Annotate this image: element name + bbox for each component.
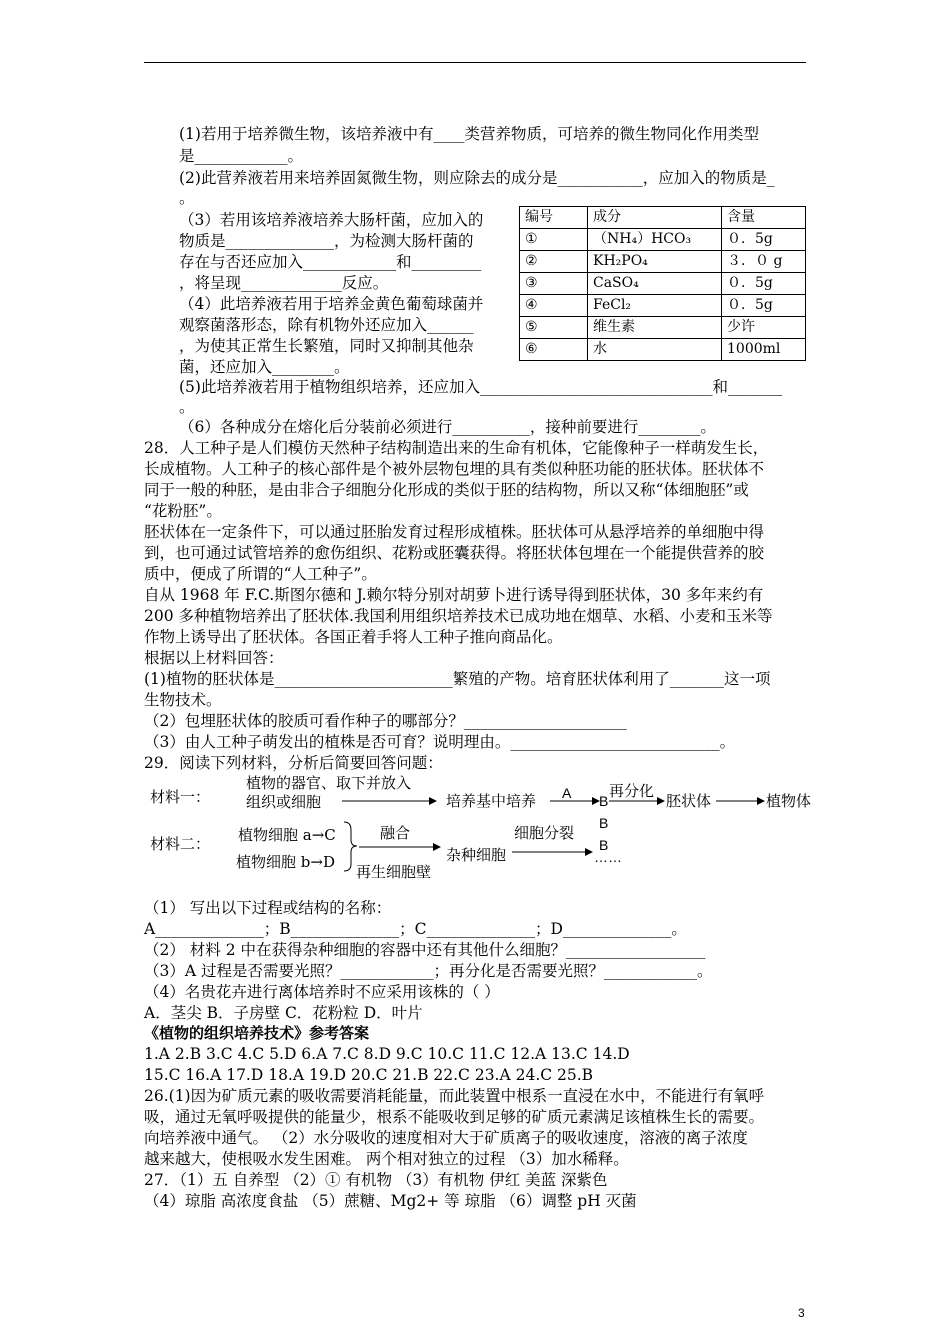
table-row xyxy=(520,339,806,361)
answers-line2: 15.C 16.A 17.D 18.A 19.D 20.C 21.B 22.C 23.A 24.C 25.B xyxy=(144,1066,594,1084)
table-cell: 1000ml xyxy=(722,339,806,361)
material1-tissue-text: 组织或细胞 xyxy=(246,793,322,811)
answers-line8: （4）琼脂 高浓度食盐 （5）蔗糖、Mg2+ 等 琼脂 （6）调整 pH 灭菌 xyxy=(144,1192,637,1210)
material1-embryoid-text: 胚状体 xyxy=(666,792,712,810)
table-cell: CaSO₄ xyxy=(588,273,722,295)
q29-q4-options: A．茎尖 B．子房壁 C．花粉粒 D．叶片 xyxy=(144,1004,423,1022)
q27-part5-line1: (5)此培养液若用于植物组织培养，还应加入______________________________和_______ xyxy=(179,378,783,396)
q27-part6: （6）各种成分在熔化后分装前必须进行__________，接种前要进行________。 xyxy=(179,418,716,436)
table-row xyxy=(520,295,806,317)
material1-label: 材料一： xyxy=(150,788,211,806)
q28-line11: 根据以上材料回答： xyxy=(144,649,284,667)
answers-line4: 吸，通过无氧呼吸提供的能量少，根系不能吸收到足够的矿质元素满足该植株生长的需要。 xyxy=(144,1108,765,1126)
q29-q1-line1: （1） 写出以下过程或结构的名称： xyxy=(144,899,392,917)
q28-line1: 28．人工种子是人们模仿天然种子结构制造出来的生命有机体，它能像种子一样萌发生长， xyxy=(144,439,769,457)
q27-part1-line2: 是____________。 xyxy=(179,147,304,165)
answers-title: 《植物的组织培养技术》参考答案 xyxy=(144,1024,370,1042)
table-cell: ０．5g xyxy=(722,273,806,295)
answers-line5: 向培养液中通气。 （2）水分吸收的速度相对大于矿质离子的吸收速度，溶液的离子浓度 xyxy=(144,1129,748,1147)
material2-cell-b: 植物细胞 b→D xyxy=(236,853,335,871)
table-header-cell: 含量 xyxy=(722,207,806,229)
q28-line3: 同于一般的种胚，是由非合子细胞分化形成的类似于胚的结构物，所以又称“体细胞胚”或 xyxy=(144,481,749,499)
q27-part4-line1: （4）此培养液若用于培养金黄色葡萄球菌并 xyxy=(179,295,484,313)
q27-part2-line1: (2)此营养液若用来培养固氮微生物，则应除去的成分是___________，应加入的物质是_ xyxy=(179,169,775,187)
table-cell: ０．5g xyxy=(722,229,806,251)
table-cell: FeCl₂ xyxy=(588,295,722,317)
answers-line7: 27．（1）五 自养型 （2）① 有机物 （3）有机物 伊红 美蓝 深紫色 xyxy=(144,1171,608,1189)
table-cell: 少许 xyxy=(722,317,806,339)
table-header-cell: 成分 xyxy=(588,207,722,229)
table-cell: KH₂PO₄ xyxy=(588,251,722,273)
table-row xyxy=(520,317,806,339)
answers-line3: 26.(1)因为矿质元素的吸收需要消耗能量，而此装置中根系一直浸在水中，不能进行有氧呼 xyxy=(144,1087,765,1105)
table-cell: ０．5g xyxy=(722,295,806,317)
q27-part5-line2: 。 xyxy=(179,398,195,416)
q28-line5: 胚状体在一定条件下，可以通过胚胎发育过程形成植株。胚状体可从悬浮培养的单细胞中得 xyxy=(144,523,765,541)
table-cell: 维生素 xyxy=(588,317,722,339)
table-row xyxy=(520,251,806,273)
q28-line6: 到，也可通过试管培养的愈伤组织、花粉或胚囊获得。将胚状体包埋在一个能提供营养的胶 xyxy=(144,544,765,562)
material1-redifferentiation-text: 再分化 xyxy=(609,782,655,800)
answers-line1: 1.A 2.B 3.C 4.C 5.D 6.A 7.C 8.D 9.C 10.C 11.C 12.A 13.C 14.D xyxy=(144,1045,630,1063)
table-cell: ⑥ xyxy=(520,339,588,361)
nutrient-table xyxy=(519,206,806,361)
q28-q1-line1: (1)植物的胚状体是_______________________繁殖的产物。培育胚状体利用了_______这一项 xyxy=(144,670,771,688)
q27-part3-line1: （3）若用该培养液培养大肠杆菌，应加入的 xyxy=(179,211,484,229)
answers-line6: 越来越大，使根吸水发生困难。 两个相对独立的过程 （3）加水稀释。 xyxy=(144,1150,629,1168)
q27-part4-line2: 观察菌落形态，除有机物外还应加入______ xyxy=(179,316,474,334)
q28-line9: 200 多种植物培养出了胚状体.我国利用组织培养技术已成功地在烟草、水稻、小麦和玉米等 xyxy=(144,607,773,625)
q28-line7: 质中，便成了所谓的“人工种子”。 xyxy=(144,565,377,583)
q29-q2: （2） 材料 2 中在获得杂种细胞的容器中还有其他什么细胞？__________________ xyxy=(144,941,706,959)
material2-label-b1: B xyxy=(599,815,609,831)
q28-line10: 作物上诱导出了胚状体。各国正着手将人工种子推向商品化。 xyxy=(144,628,563,646)
q27-part2-line2: 。 xyxy=(179,189,195,207)
q27-part3-line2: 物质是______________，为检测大肠杆菌的 xyxy=(179,232,474,250)
material1-label-b: B xyxy=(599,793,609,809)
material2-label: 材料二： xyxy=(150,835,211,853)
q27-part3-line3: 存在与否还应加入____________和_________ xyxy=(179,253,482,271)
material2-label-b2: B xyxy=(599,837,609,853)
header-rule xyxy=(144,62,806,63)
q29-q4: （4）名贵花卉进行离体培养时不应采用该株的（ ） xyxy=(144,983,500,1001)
q29-q1-line2: A______________；B______________；C______________；D______________。 xyxy=(144,920,687,938)
material2-division-text: 细胞分裂 xyxy=(514,824,575,842)
table-cell: ④ xyxy=(520,295,588,317)
q29-q3: （3）A 过程是否需要光照？____________；再分化是否需要光照？____________。 xyxy=(144,962,713,980)
q28-q1-line2: 生物技术。 xyxy=(144,691,222,709)
q28-line8: 自从 1968 年 F.C.斯图尔德和 J.赖尔特分别对胡萝卜进行诱导得到胚状体，30 多年来约有 xyxy=(144,586,764,604)
q28-line2: 长成植物。人工种子的核心部件是个被外层物包埋的具有类似种胚功能的胚状体。胚状体不 xyxy=(144,460,765,478)
material2-dots: …… xyxy=(594,849,622,865)
material1-organ-text: 植物的器官、取下并放入 xyxy=(246,774,412,792)
table-cell: ３．０ g xyxy=(722,251,806,273)
table-header-cell: 编号 xyxy=(520,207,588,229)
table-cell: ① xyxy=(520,229,588,251)
q28-q2: （2）包埋胚状体的胶质可看作种子的哪部分？_____________________ xyxy=(144,712,627,730)
q28-line4: “花粉胚”。 xyxy=(144,502,222,520)
table-cell: ③ xyxy=(520,273,588,295)
q27-part1-line1: (1)若用于培养微生物，该培养液中有____类营养物质，可培养的微生物同化作用类型 xyxy=(179,125,759,143)
table-row xyxy=(520,273,806,295)
table-cell: （NH₄）HCO₃ xyxy=(588,229,722,251)
q29-intro: 29．阅读下列材料，分析后简要回答问题： xyxy=(144,754,443,772)
material2-fusion-text: 融合 xyxy=(380,824,411,842)
material2-wall-text: 再生细胞壁 xyxy=(356,863,432,881)
q28-q3: （3）由人工种子萌发出的植株是否可育？说明理由。___________________________。 xyxy=(144,733,736,751)
material2-hybrid-text: 杂种细胞 xyxy=(446,846,507,864)
material1-plant-text: 植物体 xyxy=(766,792,812,810)
q27-part3-line4: ，将呈现_____________反应。 xyxy=(179,274,389,292)
table-header-row xyxy=(520,207,806,229)
page-number: 3 xyxy=(798,1306,805,1320)
q27-part4-line3: ，为使其正常生长繁殖，同时又抑制其他杂 xyxy=(179,337,474,355)
table-cell: ② xyxy=(520,251,588,273)
q27-part4-line4: 菌，还应加入________。 xyxy=(179,358,350,376)
table-row xyxy=(520,229,806,251)
table-cell: 水 xyxy=(588,339,722,361)
table-cell: ⑤ xyxy=(520,317,588,339)
material1-medium-text: 培养基中培养 xyxy=(446,792,537,810)
material2-cell-a: 植物细胞 a→C xyxy=(238,826,336,844)
process-diagram xyxy=(144,770,824,895)
material1-label-a: A xyxy=(562,785,572,801)
